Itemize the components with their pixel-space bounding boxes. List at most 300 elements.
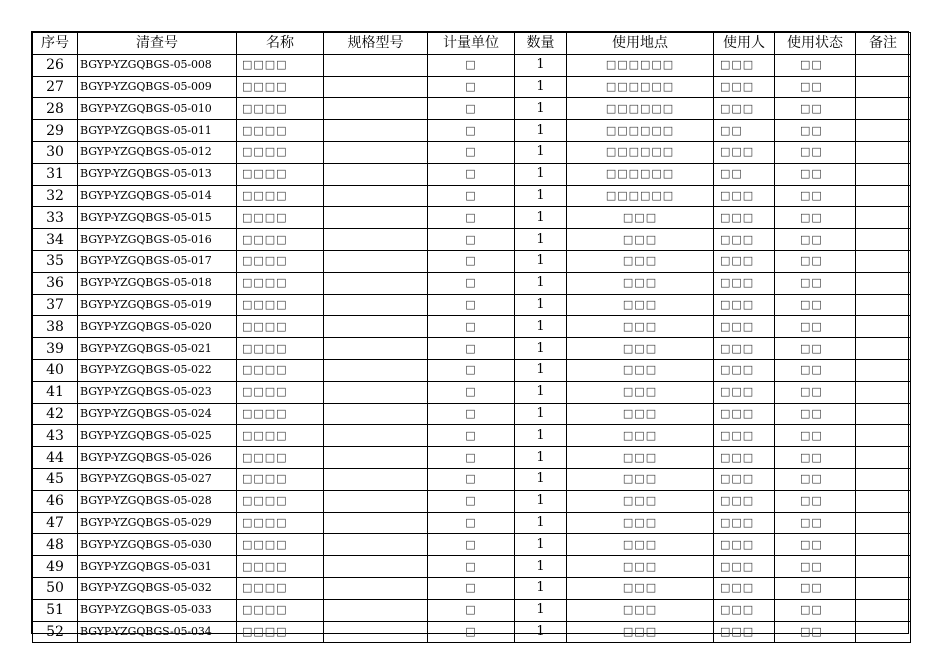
cell-code: BGYP-YZGQBGS-05-023 bbox=[78, 381, 237, 403]
table-body bbox=[33, 54, 911, 643]
cell-status: □□ bbox=[775, 98, 856, 120]
cell-location: □□□□□□ bbox=[567, 141, 714, 163]
cell-location: □□□ bbox=[567, 577, 714, 599]
cell-qty: 1 bbox=[515, 599, 567, 621]
cell-remark bbox=[856, 272, 911, 294]
cell-unit: □ bbox=[428, 54, 515, 76]
cell-user: □□□ bbox=[714, 599, 775, 621]
cell-location: □□□ bbox=[567, 490, 714, 512]
cell-user: □□□ bbox=[714, 577, 775, 599]
cell-unit: □ bbox=[428, 141, 515, 163]
cell-unit: □ bbox=[428, 98, 515, 120]
cell-code: BGYP-YZGQBGS-05-017 bbox=[78, 250, 237, 272]
cell-seq: 35 bbox=[33, 250, 78, 272]
cell-code: BGYP-YZGQBGS-05-031 bbox=[78, 556, 237, 578]
cell-name: □□□□ bbox=[237, 229, 324, 251]
cell-remark bbox=[856, 403, 911, 425]
cell-spec bbox=[324, 229, 428, 251]
cell-name: □□□□ bbox=[237, 207, 324, 229]
cell-name: □□□□ bbox=[237, 447, 324, 469]
cell-seq: 36 bbox=[33, 272, 78, 294]
cell-status: □□ bbox=[775, 141, 856, 163]
cell-name: □□□□ bbox=[237, 381, 324, 403]
cell-name: □□□□ bbox=[237, 403, 324, 425]
cell-user: □□□ bbox=[714, 621, 775, 643]
cell-unit: □ bbox=[428, 599, 515, 621]
cell-name: □□□□ bbox=[237, 98, 324, 120]
cell-user: □□□ bbox=[714, 98, 775, 120]
cell-status: □□ bbox=[775, 468, 856, 490]
cell-remark bbox=[856, 163, 911, 185]
cell-user: □□□ bbox=[714, 141, 775, 163]
cell-qty: 1 bbox=[515, 250, 567, 272]
cell-user: □□ bbox=[714, 120, 775, 142]
cell-qty: 1 bbox=[515, 185, 567, 207]
cell-name: □□□□ bbox=[237, 468, 324, 490]
table-row bbox=[33, 229, 911, 251]
cell-user: □□□ bbox=[714, 207, 775, 229]
cell-qty: 1 bbox=[515, 534, 567, 556]
table-row bbox=[33, 120, 911, 142]
cell-location: □□□ bbox=[567, 294, 714, 316]
cell-seq: 30 bbox=[33, 141, 78, 163]
cell-spec bbox=[324, 272, 428, 294]
cell-remark bbox=[856, 359, 911, 381]
cell-remark bbox=[856, 338, 911, 360]
cell-unit: □ bbox=[428, 512, 515, 534]
cell-name: □□□□ bbox=[237, 556, 324, 578]
cell-spec bbox=[324, 425, 428, 447]
cell-code: BGYP-YZGQBGS-05-015 bbox=[78, 207, 237, 229]
cell-remark bbox=[856, 76, 911, 98]
cell-location: □□□ bbox=[567, 316, 714, 338]
cell-location: □□□ bbox=[567, 229, 714, 251]
cell-location: □□□ bbox=[567, 512, 714, 534]
cell-status: □□ bbox=[775, 207, 856, 229]
cell-status: □□ bbox=[775, 599, 856, 621]
cell-seq: 43 bbox=[33, 425, 78, 447]
cell-remark bbox=[856, 468, 911, 490]
cell-user: □□□ bbox=[714, 250, 775, 272]
cell-name: □□□□ bbox=[237, 163, 324, 185]
cell-seq: 51 bbox=[33, 599, 78, 621]
cell-user: □□□ bbox=[714, 468, 775, 490]
cell-status: □□ bbox=[775, 381, 856, 403]
cell-unit: □ bbox=[428, 316, 515, 338]
cell-spec bbox=[324, 250, 428, 272]
cell-remark bbox=[856, 185, 911, 207]
cell-unit: □ bbox=[428, 272, 515, 294]
cell-seq: 46 bbox=[33, 490, 78, 512]
cell-code: BGYP-YZGQBGS-05-020 bbox=[78, 316, 237, 338]
cell-status: □□ bbox=[775, 229, 856, 251]
cell-status: □□ bbox=[775, 359, 856, 381]
cell-user: □□□ bbox=[714, 229, 775, 251]
cell-qty: 1 bbox=[515, 577, 567, 599]
cell-spec bbox=[324, 163, 428, 185]
cell-qty: 1 bbox=[515, 141, 567, 163]
cell-user: □□□ bbox=[714, 294, 775, 316]
cell-remark bbox=[856, 98, 911, 120]
cell-remark bbox=[856, 120, 911, 142]
cell-name: □□□□ bbox=[237, 599, 324, 621]
cell-status: □□ bbox=[775, 621, 856, 643]
table-row bbox=[33, 76, 911, 98]
cell-name: □□□□ bbox=[237, 577, 324, 599]
cell-qty: 1 bbox=[515, 490, 567, 512]
cell-unit: □ bbox=[428, 207, 515, 229]
cell-spec bbox=[324, 468, 428, 490]
cell-seq: 45 bbox=[33, 468, 78, 490]
cell-code: BGYP-YZGQBGS-05-028 bbox=[78, 490, 237, 512]
cell-seq: 31 bbox=[33, 163, 78, 185]
cell-location: □□□ bbox=[567, 599, 714, 621]
cell-remark bbox=[856, 556, 911, 578]
cell-user: □□□ bbox=[714, 425, 775, 447]
cell-seq: 28 bbox=[33, 98, 78, 120]
table-row bbox=[33, 338, 911, 360]
cell-code: BGYP-YZGQBGS-05-008 bbox=[78, 54, 237, 76]
cell-remark bbox=[856, 534, 911, 556]
cell-remark bbox=[856, 577, 911, 599]
header-unit: 计量单位 bbox=[428, 33, 515, 55]
table-row bbox=[33, 534, 911, 556]
cell-remark bbox=[856, 229, 911, 251]
cell-name: □□□□ bbox=[237, 54, 324, 76]
cell-code: BGYP-YZGQBGS-05-027 bbox=[78, 468, 237, 490]
cell-code: BGYP-YZGQBGS-05-018 bbox=[78, 272, 237, 294]
cell-qty: 1 bbox=[515, 163, 567, 185]
cell-qty: 1 bbox=[515, 621, 567, 643]
cell-unit: □ bbox=[428, 381, 515, 403]
cell-name: □□□□ bbox=[237, 250, 324, 272]
cell-user: □□□ bbox=[714, 316, 775, 338]
cell-remark bbox=[856, 512, 911, 534]
cell-spec bbox=[324, 338, 428, 360]
cell-unit: □ bbox=[428, 490, 515, 512]
cell-spec bbox=[324, 185, 428, 207]
table-row bbox=[33, 599, 911, 621]
cell-user: □□□ bbox=[714, 403, 775, 425]
cell-code: BGYP-YZGQBGS-05-012 bbox=[78, 141, 237, 163]
cell-qty: 1 bbox=[515, 229, 567, 251]
cell-qty: 1 bbox=[515, 381, 567, 403]
table-row bbox=[33, 621, 911, 643]
cell-status: □□ bbox=[775, 512, 856, 534]
cell-remark bbox=[856, 250, 911, 272]
cell-location: □□□□□□ bbox=[567, 120, 714, 142]
cell-status: □□ bbox=[775, 185, 856, 207]
table-row bbox=[33, 468, 911, 490]
cell-unit: □ bbox=[428, 250, 515, 272]
cell-status: □□ bbox=[775, 425, 856, 447]
cell-unit: □ bbox=[428, 163, 515, 185]
cell-name: □□□□ bbox=[237, 621, 324, 643]
cell-qty: 1 bbox=[515, 207, 567, 229]
cell-unit: □ bbox=[428, 447, 515, 469]
cell-qty: 1 bbox=[515, 316, 567, 338]
cell-qty: 1 bbox=[515, 447, 567, 469]
cell-status: □□ bbox=[775, 316, 856, 338]
cell-spec bbox=[324, 403, 428, 425]
cell-location: □□□ bbox=[567, 272, 714, 294]
table-row bbox=[33, 98, 911, 120]
inventory-table bbox=[32, 32, 911, 643]
table-row bbox=[33, 381, 911, 403]
cell-spec bbox=[324, 120, 428, 142]
cell-remark bbox=[856, 141, 911, 163]
cell-user: □□□ bbox=[714, 359, 775, 381]
table-row bbox=[33, 207, 911, 229]
cell-seq: 37 bbox=[33, 294, 78, 316]
cell-spec bbox=[324, 599, 428, 621]
table-row bbox=[33, 272, 911, 294]
cell-seq: 49 bbox=[33, 556, 78, 578]
cell-unit: □ bbox=[428, 359, 515, 381]
cell-unit: □ bbox=[428, 556, 515, 578]
cell-status: □□ bbox=[775, 338, 856, 360]
cell-name: □□□□ bbox=[237, 185, 324, 207]
cell-code: BGYP-YZGQBGS-05-011 bbox=[78, 120, 237, 142]
cell-user: □□□ bbox=[714, 490, 775, 512]
cell-seq: 34 bbox=[33, 229, 78, 251]
cell-location: □□□ bbox=[567, 425, 714, 447]
cell-name: □□□□ bbox=[237, 76, 324, 98]
table-row bbox=[33, 294, 911, 316]
cell-name: □□□□ bbox=[237, 359, 324, 381]
cell-code: BGYP-YZGQBGS-05-014 bbox=[78, 185, 237, 207]
cell-location: □□□ bbox=[567, 403, 714, 425]
cell-name: □□□□ bbox=[237, 425, 324, 447]
cell-remark bbox=[856, 381, 911, 403]
cell-status: □□ bbox=[775, 577, 856, 599]
cell-location: □□□ bbox=[567, 556, 714, 578]
cell-location: □□□ bbox=[567, 534, 714, 556]
cell-name: □□□□ bbox=[237, 316, 324, 338]
cell-qty: 1 bbox=[515, 425, 567, 447]
cell-code: BGYP-YZGQBGS-05-033 bbox=[78, 599, 237, 621]
cell-code: BGYP-YZGQBGS-05-029 bbox=[78, 512, 237, 534]
cell-location: □□□□□□ bbox=[567, 185, 714, 207]
cell-location: □□□□□□ bbox=[567, 54, 714, 76]
cell-code: BGYP-YZGQBGS-05-034 bbox=[78, 621, 237, 643]
cell-location: □□□ bbox=[567, 468, 714, 490]
cell-seq: 47 bbox=[33, 512, 78, 534]
cell-user: □□□ bbox=[714, 556, 775, 578]
cell-spec bbox=[324, 490, 428, 512]
cell-code: BGYP-YZGQBGS-05-016 bbox=[78, 229, 237, 251]
cell-seq: 44 bbox=[33, 447, 78, 469]
cell-user: □□□ bbox=[714, 185, 775, 207]
cell-user: □□□ bbox=[714, 534, 775, 556]
cell-qty: 1 bbox=[515, 338, 567, 360]
cell-unit: □ bbox=[428, 76, 515, 98]
table-row bbox=[33, 316, 911, 338]
table-row bbox=[33, 447, 911, 469]
cell-status: □□ bbox=[775, 447, 856, 469]
table-row bbox=[33, 403, 911, 425]
cell-name: □□□□ bbox=[237, 512, 324, 534]
cell-code: BGYP-YZGQBGS-05-026 bbox=[78, 447, 237, 469]
cell-qty: 1 bbox=[515, 76, 567, 98]
cell-location: □□□ bbox=[567, 207, 714, 229]
cell-spec bbox=[324, 207, 428, 229]
cell-seq: 40 bbox=[33, 359, 78, 381]
table-row bbox=[33, 490, 911, 512]
cell-location: □□□ bbox=[567, 338, 714, 360]
cell-qty: 1 bbox=[515, 294, 567, 316]
cell-seq: 32 bbox=[33, 185, 78, 207]
cell-code: BGYP-YZGQBGS-05-030 bbox=[78, 534, 237, 556]
cell-user: □□□ bbox=[714, 272, 775, 294]
cell-code: BGYP-YZGQBGS-05-009 bbox=[78, 76, 237, 98]
cell-spec bbox=[324, 447, 428, 469]
table-row bbox=[33, 577, 911, 599]
header-name: 名称 bbox=[237, 33, 324, 55]
cell-unit: □ bbox=[428, 229, 515, 251]
header-row bbox=[33, 33, 911, 55]
cell-seq: 26 bbox=[33, 54, 78, 76]
cell-spec bbox=[324, 512, 428, 534]
cell-location: □□□□□□ bbox=[567, 98, 714, 120]
cell-spec bbox=[324, 534, 428, 556]
table-row bbox=[33, 54, 911, 76]
cell-location: □□□ bbox=[567, 381, 714, 403]
cell-seq: 41 bbox=[33, 381, 78, 403]
table-row bbox=[33, 185, 911, 207]
cell-qty: 1 bbox=[515, 98, 567, 120]
header-user: 使用人 bbox=[714, 33, 775, 55]
header-status: 使用状态 bbox=[775, 33, 856, 55]
cell-qty: 1 bbox=[515, 54, 567, 76]
cell-qty: 1 bbox=[515, 272, 567, 294]
inventory-sheet bbox=[31, 31, 909, 640]
cell-seq: 50 bbox=[33, 577, 78, 599]
cell-qty: 1 bbox=[515, 468, 567, 490]
cell-remark bbox=[856, 425, 911, 447]
cell-status: □□ bbox=[775, 54, 856, 76]
cell-spec bbox=[324, 381, 428, 403]
cell-name: □□□□ bbox=[237, 338, 324, 360]
table-row bbox=[33, 512, 911, 534]
cell-spec bbox=[324, 141, 428, 163]
cell-unit: □ bbox=[428, 338, 515, 360]
cell-user: □□□ bbox=[714, 76, 775, 98]
cell-qty: 1 bbox=[515, 556, 567, 578]
cell-status: □□ bbox=[775, 294, 856, 316]
cell-qty: 1 bbox=[515, 120, 567, 142]
cell-name: □□□□ bbox=[237, 534, 324, 556]
cell-name: □□□□ bbox=[237, 141, 324, 163]
cell-status: □□ bbox=[775, 556, 856, 578]
cell-status: □□ bbox=[775, 163, 856, 185]
cell-seq: 29 bbox=[33, 120, 78, 142]
table-row bbox=[33, 250, 911, 272]
cell-location: □□□□□□ bbox=[567, 76, 714, 98]
table-row bbox=[33, 425, 911, 447]
cell-seq: 27 bbox=[33, 76, 78, 98]
cell-location: □□□ bbox=[567, 359, 714, 381]
cell-unit: □ bbox=[428, 294, 515, 316]
cell-seq: 42 bbox=[33, 403, 78, 425]
cell-spec bbox=[324, 621, 428, 643]
cell-unit: □ bbox=[428, 185, 515, 207]
cell-status: □□ bbox=[775, 76, 856, 98]
cell-code: BGYP-YZGQBGS-05-019 bbox=[78, 294, 237, 316]
cell-remark bbox=[856, 599, 911, 621]
cell-remark bbox=[856, 207, 911, 229]
cell-unit: □ bbox=[428, 468, 515, 490]
cell-location: □□□□□□ bbox=[567, 163, 714, 185]
cell-unit: □ bbox=[428, 577, 515, 599]
cell-user: □□□ bbox=[714, 54, 775, 76]
cell-code: BGYP-YZGQBGS-05-024 bbox=[78, 403, 237, 425]
cell-code: BGYP-YZGQBGS-05-021 bbox=[78, 338, 237, 360]
cell-remark bbox=[856, 316, 911, 338]
cell-status: □□ bbox=[775, 272, 856, 294]
cell-status: □□ bbox=[775, 490, 856, 512]
header-seq: 序号 bbox=[33, 33, 78, 55]
cell-unit: □ bbox=[428, 621, 515, 643]
cell-user: □□□ bbox=[714, 447, 775, 469]
cell-spec bbox=[324, 98, 428, 120]
cell-location: □□□ bbox=[567, 447, 714, 469]
cell-unit: □ bbox=[428, 534, 515, 556]
cell-remark bbox=[856, 447, 911, 469]
cell-spec bbox=[324, 556, 428, 578]
cell-remark bbox=[856, 621, 911, 643]
cell-remark bbox=[856, 54, 911, 76]
cell-remark bbox=[856, 294, 911, 316]
cell-status: □□ bbox=[775, 534, 856, 556]
cell-spec bbox=[324, 359, 428, 381]
cell-spec bbox=[324, 294, 428, 316]
table-row bbox=[33, 359, 911, 381]
header-qty: 数量 bbox=[515, 33, 567, 55]
table-row bbox=[33, 163, 911, 185]
table-row bbox=[33, 141, 911, 163]
cell-seq: 38 bbox=[33, 316, 78, 338]
cell-name: □□□□ bbox=[237, 120, 324, 142]
cell-status: □□ bbox=[775, 120, 856, 142]
cell-spec bbox=[324, 577, 428, 599]
cell-qty: 1 bbox=[515, 359, 567, 381]
cell-name: □□□□ bbox=[237, 272, 324, 294]
header-location: 使用地点 bbox=[567, 33, 714, 55]
header-spec: 规格型号 bbox=[324, 33, 428, 55]
cell-unit: □ bbox=[428, 425, 515, 447]
cell-remark bbox=[856, 490, 911, 512]
cell-code: BGYP-YZGQBGS-05-025 bbox=[78, 425, 237, 447]
cell-spec bbox=[324, 316, 428, 338]
cell-spec bbox=[324, 76, 428, 98]
header-remark: 备注 bbox=[856, 33, 911, 55]
cell-user: □□□ bbox=[714, 512, 775, 534]
cell-unit: □ bbox=[428, 120, 515, 142]
cell-location: □□□ bbox=[567, 621, 714, 643]
cell-user: □□ bbox=[714, 163, 775, 185]
cell-code: BGYP-YZGQBGS-05-013 bbox=[78, 163, 237, 185]
cell-user: □□□ bbox=[714, 338, 775, 360]
cell-seq: 52 bbox=[33, 621, 78, 643]
cell-status: □□ bbox=[775, 403, 856, 425]
table-row bbox=[33, 556, 911, 578]
cell-qty: 1 bbox=[515, 403, 567, 425]
cell-user: □□□ bbox=[714, 381, 775, 403]
cell-seq: 33 bbox=[33, 207, 78, 229]
cell-spec bbox=[324, 54, 428, 76]
cell-code: BGYP-YZGQBGS-05-022 bbox=[78, 359, 237, 381]
